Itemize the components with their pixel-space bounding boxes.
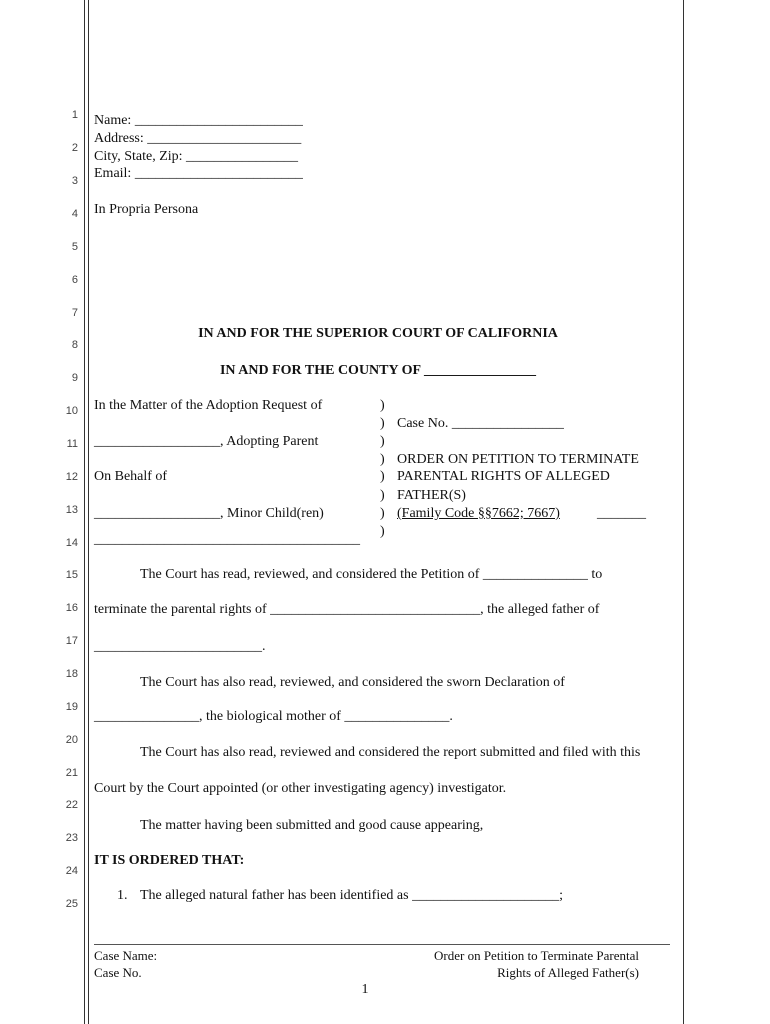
paragraph-declaration-line-1: The Court has also read, reviewed, and considered the sworn Declaration of xyxy=(140,675,565,690)
line-number: 21 xyxy=(65,767,78,779)
line-number: 8 xyxy=(71,339,78,351)
line-number: 19 xyxy=(65,701,78,713)
case-number-label: Case No. xyxy=(397,416,449,431)
line-number: 1 xyxy=(71,109,78,121)
line-number: 16 xyxy=(65,602,78,614)
line-number: 10 xyxy=(65,405,78,417)
line-number: 15 xyxy=(65,569,78,581)
case-number-blank: ________________ xyxy=(451,416,564,431)
name-field: Name: ________________________ xyxy=(94,113,303,128)
paragraph-good-cause: The matter having been submitted and good cause appearing, xyxy=(140,818,484,833)
family-code-citation xyxy=(397,505,646,522)
footer-case-number: Case No. xyxy=(94,965,142,980)
paragraph-petition-line-2: terminate the parental rights of ______________________________, the alleged father of xyxy=(94,602,600,617)
caption-bottom-line: ______________________________________ xyxy=(94,532,360,547)
caption-minor-child: __________________, Minor Child(ren) xyxy=(94,506,324,521)
line-number: 3 xyxy=(71,175,78,187)
court-title: IN AND FOR THE SUPERIOR COURT OF CALIFORNIA xyxy=(198,326,558,341)
caption-bracket: ) xyxy=(380,488,385,503)
caption-bracket: ) xyxy=(380,434,385,449)
order-item-1-text: The alleged natural father has been identified as _____________________; xyxy=(140,888,563,903)
paragraph-petition-line-3: ________________________. xyxy=(94,639,266,654)
line-number: 9 xyxy=(71,372,78,384)
line-number: 4 xyxy=(71,208,78,220)
it-is-ordered-heading: IT IS ORDERED THAT: xyxy=(94,853,245,868)
line-number: 7 xyxy=(71,307,78,319)
email-field: Email: ________________________ xyxy=(94,166,303,181)
document-title-line-2: PARENTAL RIGHTS OF ALLEGED xyxy=(397,469,610,484)
right-margin-rule xyxy=(683,0,684,1024)
case-number xyxy=(397,415,564,432)
document-title-line-3: FATHER(S) xyxy=(397,488,466,503)
line-number: 2 xyxy=(71,142,78,154)
caption-adopting-parent: __________________, Adopting Parent xyxy=(94,434,319,449)
line-number: 14 xyxy=(65,537,78,549)
page-number: 1 xyxy=(361,982,369,997)
city-state-zip-field: City, State, Zip: ________________ xyxy=(94,149,299,164)
left-margin-rule-inner xyxy=(88,0,89,1024)
county-title: IN AND FOR THE COUNTY OF ________________ xyxy=(219,363,537,378)
line-number: 18 xyxy=(65,668,78,680)
paragraph-report-line-2: Court by the Court appointed (or other investigating agency) investigator. xyxy=(94,781,507,796)
paragraph-report-line-1: The Court has also read, reviewed and considered the report submitted and filed with this xyxy=(140,745,641,760)
paragraph-declaration-line-2: _______________, the biological mother of _______________. xyxy=(94,709,453,724)
left-margin-rule-outer xyxy=(84,0,85,1024)
caption-bracket: ) xyxy=(380,416,385,431)
line-number: 22 xyxy=(65,799,78,811)
caption-bracket: ) xyxy=(380,469,385,484)
line-number: 23 xyxy=(65,832,78,844)
order-item-1-number: 1. xyxy=(117,888,128,903)
family-code-blank: _______ xyxy=(596,506,646,521)
address-field: Address: ______________________ xyxy=(94,131,302,146)
footer-case-name: Case Name: xyxy=(94,948,158,963)
line-number: 5 xyxy=(71,241,78,253)
document-title-line-1: ORDER ON PETITION TO TERMINATE xyxy=(397,452,639,467)
line-number: 12 xyxy=(65,471,78,483)
caption-matter: In the Matter of the Adoption Request of xyxy=(94,398,323,413)
line-number: 24 xyxy=(65,865,78,877)
line-number: 6 xyxy=(71,274,78,286)
caption-bracket: ) xyxy=(380,506,385,521)
caption-bracket: ) xyxy=(380,398,385,413)
family-code-text: (Family Code §§7662; 7667) xyxy=(397,506,560,521)
caption-bracket: ) xyxy=(380,452,385,467)
line-number: 20 xyxy=(65,734,78,746)
line-number: 13 xyxy=(65,504,78,516)
caption-on-behalf: On Behalf of xyxy=(94,469,168,484)
in-propria-persona: In Propria Persona xyxy=(94,202,199,217)
footer-title-line-2: Rights of Alleged Father(s) xyxy=(497,965,639,980)
footer-divider xyxy=(94,944,670,945)
line-number: 17 xyxy=(65,635,78,647)
line-number: 11 xyxy=(66,438,78,450)
footer-title-line-1: Order on Petition to Terminate Parental xyxy=(434,948,639,963)
paragraph-petition-line-1: The Court has read, reviewed, and considered the Petition of _______________ to xyxy=(140,567,603,582)
caption-bracket: ) xyxy=(380,524,385,539)
line-number: 25 xyxy=(65,898,78,910)
